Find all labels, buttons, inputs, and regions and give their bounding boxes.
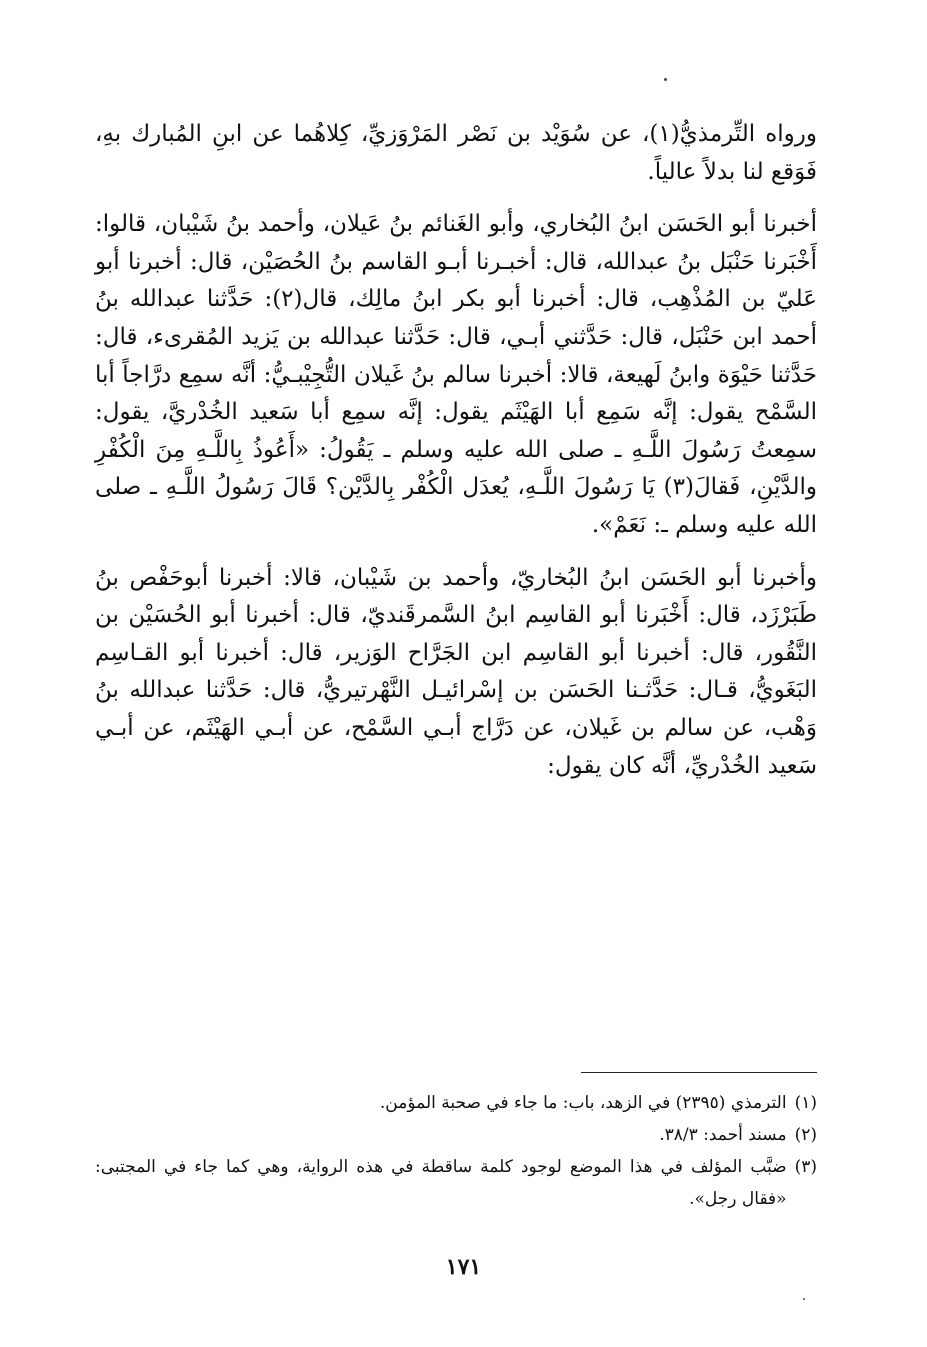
footnote-3 <box>95 1151 817 1215</box>
footnote-1 <box>95 1087 817 1119</box>
footnote-number: (٣) <box>794 1157 817 1177</box>
paragraph-3: وأخبرنا أبو الحَسَن ابنُ البُخاريّ، وأحمد بن شَيْبان، قالا: أخبرنا أبوحَفْص بنُ طَبَرْزَد، قال: أَخْبَرنا أبو القاسِم ابنُ السَّمرقَنديّ، قال: أخبرنا أبو الحُسَيْن بن النَّقُور، قال: أخبرنا أبو القاسِم ابن الجَرَّاح الوَزير، قال: أخبرنا أبو القـاسِم البَغَويُّ، قـال: حَدَّثـنا الحَسَن بن إسْرائيـل النَّهْرتيريُّ، قال: حَدَّثنا عبدالله بنُ وَهْب، عن سالم بن غَيلان، عن دَرَّاج أبـي السَّمْح، عن أبـي الهَيْثَم، عن أبـي سَعيد الخُدْريِّ، أنَّه كان يقول: <box>95 564 817 779</box>
footnote-number: (١) <box>794 1093 817 1113</box>
paragraph-gap <box>95 191 817 206</box>
scan-speck <box>803 1298 805 1300</box>
footnote-text: الترمذي (٢٣٩٥) في الزهد، باب: ما جاء في صحبة المؤمن. <box>379 1093 787 1113</box>
paragraph-2: أخبرنا أبو الحَسَن ابنُ البُخاري، وأبو الغَنائم بنُ عَيلان، وأحمد بنُ شَيْبان، قالوا: أَخْبَرنا حَنْبَل بنُ عبدالله، قال: أخبـرنا أبـو القاسم بنُ الحُصَيْن، قال: أخبرنا أبو عَليّ بن المُذْهِب، قال: أخبرنا أبو بكر ابنُ مالِك، قال(٢): حَدَّثنا عبدالله بنُ أحمد ابن حَنْبَل، قال: حَدَّثني أبـي، قال: حَدَّثنا عبدالله بن يَزيد المُقرىء، قال: حَدَّثنا حَيْوَة وابنُ لَهيعة، قالا: أخبرنا سالم بنُ غَيلان التُّجِيْبـيُّ: أنَّه سمِع درَّاجاً أبا السَّمْح يقول: إنَّه سَمِع أبا الهَيْثَم يقول: إنَّه سمِع أبا سَعيد الخُدْريَّ، يقول: سمِعتُ رَسُولَ اللَّـهِ ـ صلى الله عليه وسلم ـ يَقُولُ: «أَعُوذُ بِاللَّـهِ مِنَ الْكُفْرِ والدَّيْنِ، فَقالَ(٣) يَا رَسُولَ اللَّـهِ، يُعدَل الْكُفْر بِالدَّيْن؟ قَالَ رَسُولُ اللَّـهِ ـ صلى الله عليه وسلم ـ: نَعَمْ». <box>95 211 817 538</box>
footnote-text: ضبَّب المؤلف في هذا الموضع لوجود كلمة ساقطة في هذه الرواية، وهي كما جاء في المجتبى: «فقال رجل». <box>95 1157 787 1209</box>
page-number: ١٧١ <box>445 1254 482 1280</box>
paragraph-gap <box>95 545 817 560</box>
scan-speck <box>664 78 667 81</box>
footnote-2 <box>95 1119 817 1151</box>
paragraph-1: ورواه التِّرمذيُّ(١)، عن سُوَيْد بن نَصْر المَرْوَزيِّ، كِلاهُما عن ابنِ المُبارك بهِ، فَوَقع لنا بدلاً عالياً. <box>95 121 817 185</box>
main-text <box>95 116 817 785</box>
footnote-text: مسند أحمد: ٣٨/٣. <box>659 1125 787 1145</box>
footnotes <box>95 1087 817 1215</box>
footnote-divider <box>581 1072 817 1073</box>
footnote-number: (٢) <box>794 1125 817 1145</box>
